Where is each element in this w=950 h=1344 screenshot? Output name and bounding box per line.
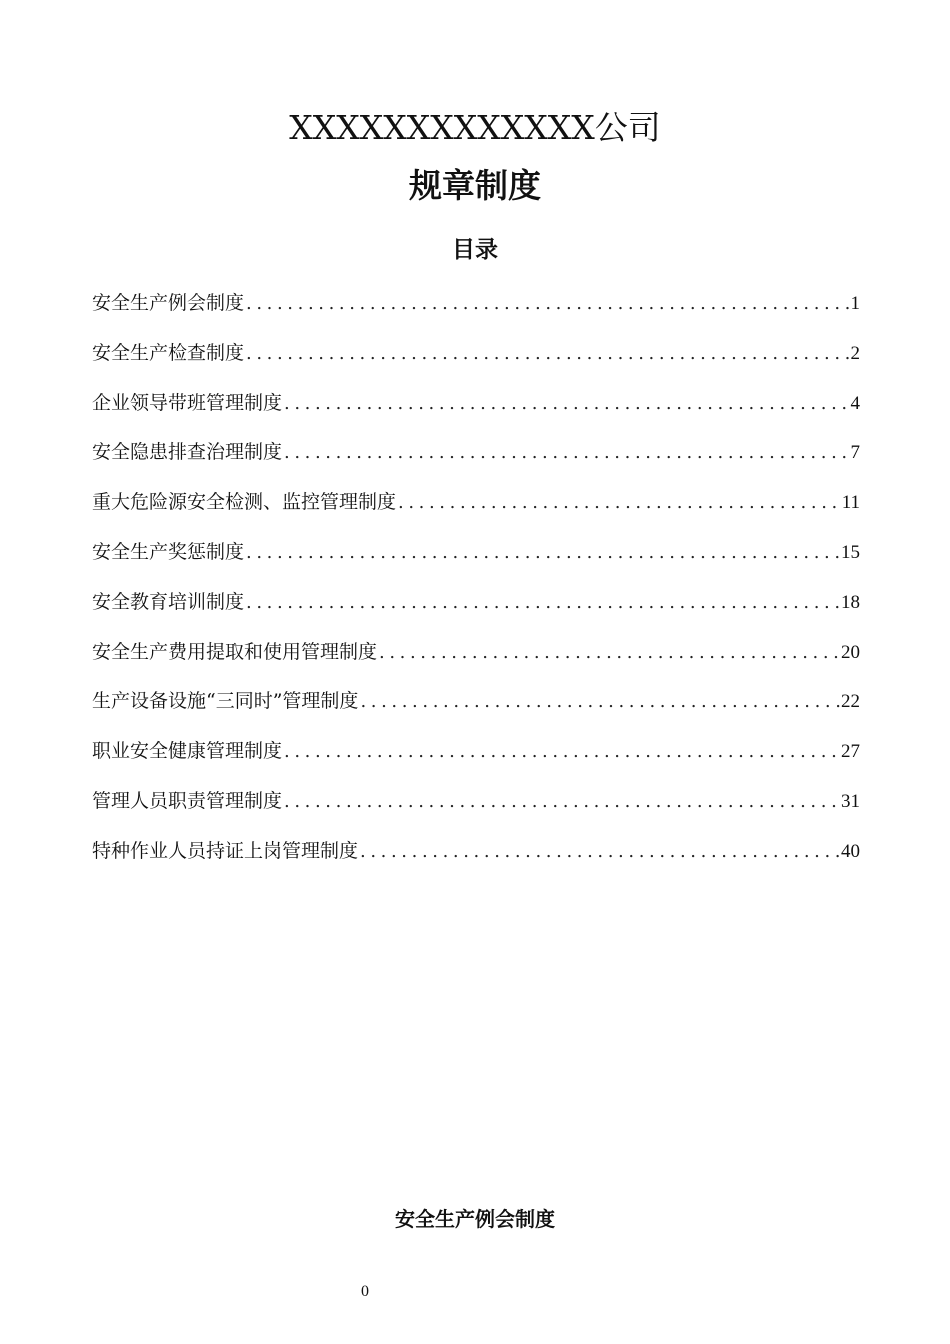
toc-entry[interactable] — [92, 484, 860, 534]
table-of-contents — [92, 285, 860, 883]
toc-entry[interactable] — [92, 683, 860, 733]
toc-entry-label: 重大危险源安全检测、监控管理制度 — [92, 491, 397, 514]
toc-entry[interactable] — [92, 634, 860, 684]
toc-entry-page: 1 — [850, 293, 860, 314]
page-number: 0 — [361, 1283, 369, 1300]
toc-dot-leader — [244, 535, 841, 571]
toc-entry-page: 20 — [841, 641, 860, 663]
toc-entry-label: 安全生产检查制度 — [92, 341, 245, 364]
toc-entry[interactable] — [92, 833, 860, 883]
toc-dot-leader — [377, 635, 841, 671]
toc-entry-label: 企业领导带班管理制度 — [92, 391, 283, 414]
company-title: XXXXXXXXXXXXX公司 — [289, 108, 661, 147]
document-title: 规章制度 — [409, 166, 541, 205]
toc-entry-label: 管理人员职责管理制度 — [92, 789, 283, 812]
toc-entry-label: 安全隐患排查治理制度 — [92, 441, 283, 464]
section-heading: 安全生产例会制度 — [395, 1207, 555, 1231]
toc-dot-leader — [358, 684, 841, 720]
toc-entry-page: 27 — [841, 741, 860, 763]
toc-dot-leader — [282, 435, 850, 471]
toc-entry[interactable] — [92, 783, 860, 833]
toc-entry[interactable] — [92, 584, 860, 634]
toc-dot-leader — [282, 784, 841, 820]
toc-entry[interactable] — [92, 335, 860, 385]
toc-entry[interactable] — [92, 385, 860, 435]
toc-entry[interactable] — [92, 534, 860, 584]
toc-entry-page: 2 — [850, 342, 860, 364]
toc-dot-leader — [282, 734, 841, 770]
toc-entry[interactable] — [92, 733, 860, 783]
toc-entry-page: 4 — [850, 392, 860, 414]
toc-entry-page: 11 — [841, 492, 860, 514]
toc-entry-page: 40 — [841, 840, 860, 862]
toc-entry[interactable] — [92, 434, 860, 484]
toc-dot-leader — [396, 485, 842, 521]
toc-dot-leader — [244, 336, 850, 372]
toc-entry-label: 职业安全健康管理制度 — [92, 740, 283, 763]
toc-entry-label: 安全教育培训制度 — [92, 590, 245, 613]
toc-entry-page: 7 — [850, 442, 860, 464]
toc-heading: 目录 — [452, 237, 498, 263]
toc-dot-leader — [282, 386, 850, 422]
toc-dot-leader — [244, 286, 850, 322]
toc-dot-leader — [358, 834, 841, 870]
toc-entry[interactable] — [92, 285, 860, 335]
toc-entry-label: 特种作业人员持证上岗管理制度 — [92, 839, 359, 862]
toc-entry-label: 生产设备设施“三同时”管理制度 — [92, 690, 359, 713]
toc-entry-page: 22 — [841, 691, 860, 713]
toc-entry-page: 15 — [841, 541, 860, 563]
toc-dot-leader — [244, 585, 841, 621]
toc-entry-page: 31 — [841, 790, 860, 812]
toc-entry-label: 安全生产奖惩制度 — [92, 540, 245, 563]
toc-entry-label: 安全生产费用提取和使用管理制度 — [92, 640, 378, 663]
toc-entry-label: 安全生产例会制度 — [92, 292, 245, 314]
toc-entry-page: 18 — [841, 591, 860, 613]
